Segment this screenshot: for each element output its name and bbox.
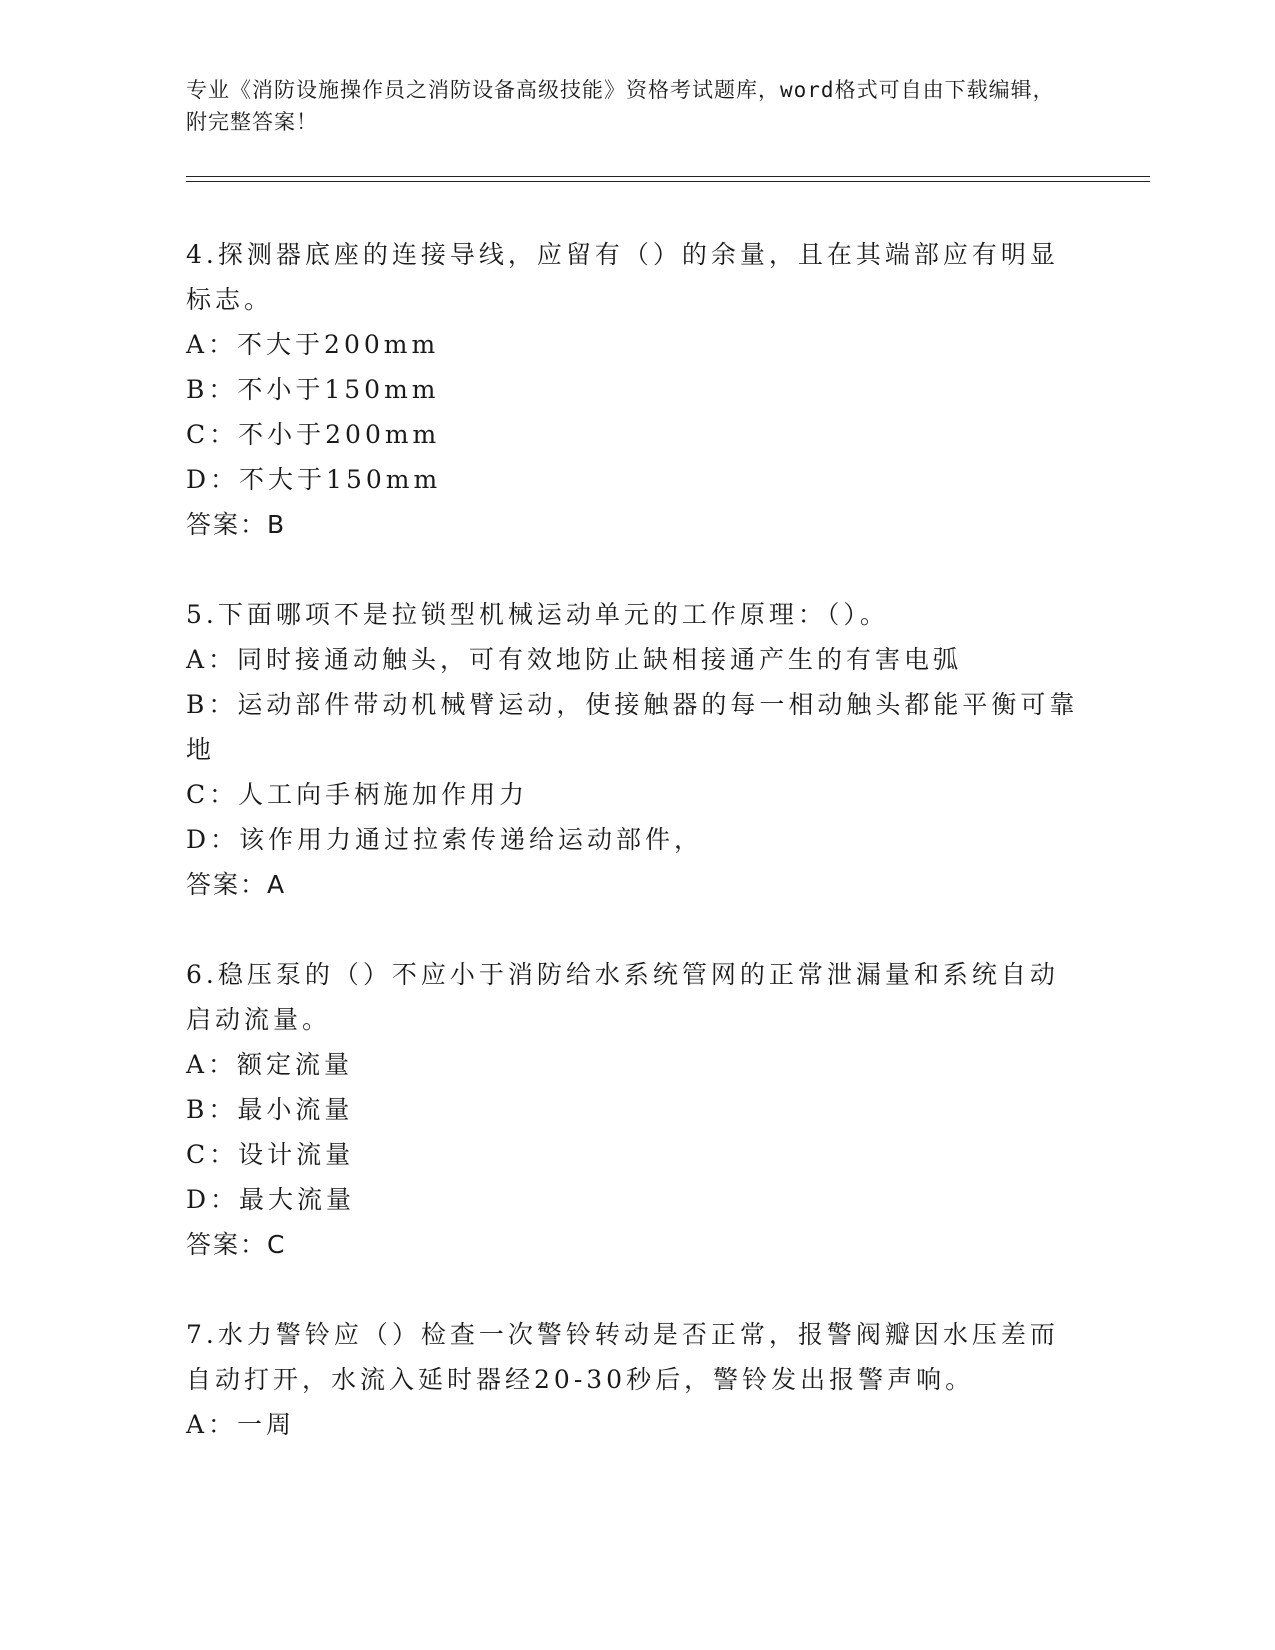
question-stem: 7.水力警铃应（）检查一次警铃转动是否正常，报警阀瓣因水压差而自动打开，水流入延时器经20-30秒后，警铃发出报警声响。 [186,1320,1059,1394]
option-d: D：不大于150mm [186,465,442,494]
question-7 [186,1312,1086,1447]
question-list [186,232,1086,1492]
option-d: D：该作用力通过拉索传递给运动部件， [186,825,704,854]
answer: 答案：B [186,510,287,539]
option-a: A：同时接通动触头，可有效地防止缺相接通产生的有害电弧 [186,645,963,674]
option-c: C：不小于200mm [186,420,441,449]
question-6 [186,952,1086,1267]
question-stem: 4.探测器底座的连接导线，应留有（）的余量，且在其端部应有明显标志。 [186,240,1059,314]
header-text: 专业《消防设施操作员之消防设备高级技能》资格考试题库，word格式可自由下载编辑，附完整答案！ [186,78,1055,134]
option-a: A：不大于200mm [186,330,440,359]
option-a: A：额定流量 [186,1050,354,1079]
option-b: B：最小流量 [186,1095,354,1124]
header-divider-bottom [186,181,1150,182]
option-c: C：人工向手柄施加作用力 [186,780,529,809]
question-5 [186,592,1086,907]
answer: 答案：A [186,870,287,899]
option-a: A：一周 [186,1410,296,1439]
question-stem: 6.稳压泵的（）不应小于消防给水系统管网的正常泄漏量和系统自动启动流量。 [186,960,1059,1034]
option-c: C：设计流量 [186,1140,355,1169]
question-4 [186,232,1086,547]
question-stem: 5.下面哪项不是拉锁型机械运动单元的工作原理：（）。 [186,600,889,629]
document-header [186,74,1066,138]
header-divider-top [186,176,1150,177]
option-b: B：运动部件带动机械臂运动，使接触器的每一相动触头都能平衡可靠地 [186,690,1079,764]
answer: 答案：C [186,1230,287,1259]
option-b: B：不小于150mm [186,375,440,404]
option-d: D：最大流量 [186,1185,356,1214]
